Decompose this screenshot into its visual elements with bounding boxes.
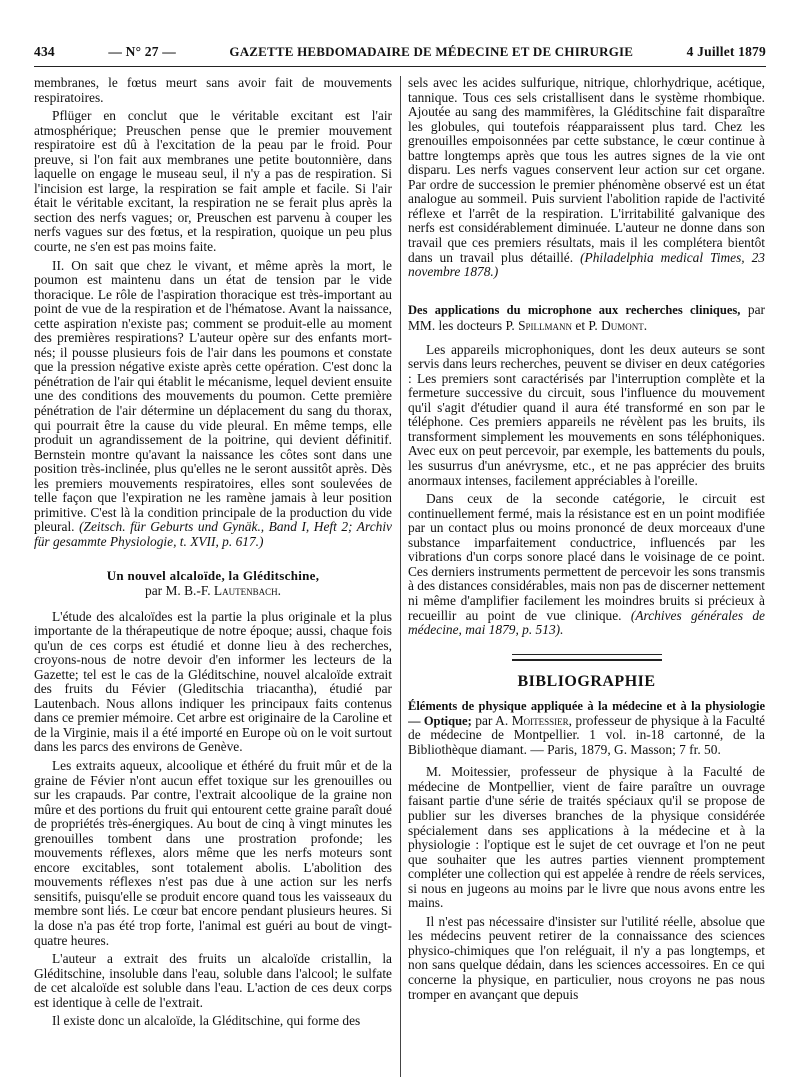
page-number: 434	[34, 44, 55, 59]
column-rule	[400, 76, 401, 1077]
issue-number: — N° 27 —	[108, 44, 176, 59]
paragraph: membranes, le fœtus meurt sans avoir fait de mouvements respiratoires.	[34, 76, 392, 105]
paragraph-text: Dans ceux de la seconde catégorie, le circuit est continuellement fermé, mais la résistance est en un point modifiée par un contact plus ou moins prononcé de deux morceaux d'une substance imparfaitement conductrice, influencés par les vibrations d'un corps sonore placé dans le voisinage de ce point. Ces derniers instruments permettent de percevoir les sons transmis à des distances considérables, mais non pas de discerner nettement ni même d'amplifier facilement les moindres bruits si précieux à recueillir au point de vue clinique.	[408, 491, 765, 623]
paragraph: Il existe donc un alcaloïde, la Gléditschine, qui forme des	[52, 1013, 361, 1029]
paragraph-text: sels avec les acides sulfurique, nitrique, chlorhydrique, acétique, tannique. Tous ces sels cristallisent dans le système rhombique. Ajoutée au sang des mammifères, la Gléditschine fait disparaître les globules, qui toutefois réapparaissent plus tard. Chez les grenouilles empoisonnées par cette substance, le cœur continue à battre longtemps après que tous les autres signes de la vie ont disparu. Les nerfs vagues conservent leur action sur cet organe. Par ordre de succession le premier phénomène observé est un état analogue au sommeil. Puis survient l'abolition rapide de l'activité réflexe et l'arrêt de la respiration. L'irritabilité galvanique des nerfs est considérablement diminuée. L'auteur ne donne dans son travail que ces premiers résultats, mais il les complétera bientôt dans un travail plus détaillé.	[408, 76, 765, 265]
header-rule	[34, 66, 766, 67]
article-byline	[34, 583, 392, 598]
byline-prefix: par M. B.-F.	[145, 582, 214, 598]
right-column	[408, 76, 765, 1081]
paragraph	[408, 492, 765, 637]
article-heading	[34, 568, 392, 598]
paragraph-text: II. On sait que chez le vivant, et même après la mort, le poumon est maintenu dans un état de tension par le vide thoracique. Le rôle de l'aspiration thoracique est très-important au point de vue de la respiration et de l'hématose. Avant la naissance, cette aspiration n'existe pas; comment se produit-elle au moment des premières respirations? L'auteur opère sur des enfants mort-nés; il pousse plusieurs fois de l'air dans les poumons et constate que la pression négative existe après cette opération. C'est donc la pénétration de l'air qui établit le mécanisme, lequel devient ensuite une des conditions des mouvements du poumon. Cette première pénétration de l'air détermine un déplacement du sang du thorax, qui pourrait être la cause du vide pleural. En même temps, elle produit un agrandissement de la poitrine, qui devient définitif. Bernstein montre qu'avant la naissance les côtes sont dans une position très-inclinée, plus qu'elles ne le seront aussitôt après. Dès les premiers mouvements respiratoires, elles sont soulevées de telle façon que l'expiration ne les ramène jamais à leur position primitive. C'est là la condition principale de la production du vide pleural.	[34, 257, 392, 535]
section-separator	[512, 654, 662, 661]
section-title: BIBLIOGRAPHIE	[517, 672, 656, 690]
left-column	[34, 76, 392, 1081]
author-name: Lautenbach.	[213, 582, 281, 598]
article-title: Des applications du microphone aux recherches cliniques,	[408, 302, 741, 317]
paragraph	[408, 76, 765, 280]
byline-prefix: par MM. les docteurs P.	[408, 301, 765, 333]
bibliography-entry	[408, 699, 765, 757]
paragraph: Pflüger en conclut que le véritable excitant est l'air atmosphérique; Preuschen pense que le premier mouvement respiratoire est dû à l'excitation de la peau par le froid. Pour preuve, si l'on fait aux membranes une petite boutonnière, dans laquelle on engage le museau seul, il n'y a pas de respiration. Si l'incision est large, la respiration se fait ample et facile. Si l'air était le véritable excitant, la respiration ne se ferait plus après la section des nerfs vagues; or, Preuschen est parvenu à couper les nerfs vagues sur des fœtus, et la respiration, quoique un peu plus courte, ne s'en est pas moins faite.	[34, 108, 392, 255]
paragraph: L'étude des alcaloïdes est la partie la plus originale et la plus importante de la thérapeutique de notre époque; aussi, chaque fois qu'un de ces corps est étudié et donne lieu à des recherches, croyons-nous de notre devoir d'en informer les lecteurs de la Gazette; tel est le cas de la Gléditschine, nouvel alcaloïde extrait des fruits du Févier (Gleditschia triacantha), étudié par Lautenbach. Nous allons indiquer les principaux faits contenus dans ce premier mémoire. Cet arbre est originaire de la Caroline et de la Virginie, mais il a été importé en Europe où on le voit surtout dans les parcs des environs de Genève.	[34, 608, 392, 755]
paragraph	[34, 259, 392, 550]
article-title: Un nouvel alcaloïde, la Gléditschine,	[106, 567, 320, 583]
journal-title: GAZETTE HEBDOMADAIRE DE MÉDECINE ET DE CHIRURGIE	[229, 44, 634, 59]
byline-joiner: et P.	[572, 317, 602, 333]
paragraph: L'auteur a extrait des fruits un alcaloïde cristallin, la Gléditschine, insoluble dans l'eau, soluble dans l'alcool; le sulfate de cet alcaloïde est soluble dans l'eau. L'action de ces deux corps est identique à celle de l'extrait.	[34, 951, 392, 1010]
author-name: Moitessier	[511, 712, 569, 728]
paragraph: Il n'est pas nécessaire d'insister sur l'utilité réelle, absolue que les médecins peuvent retirer de la connaissance des sciences physico-chimiques que l'on reléguait, il n'y a pas longtemps, et non sans quelque dédain, dans les sciences accessoires. En ce qui concerne la physique, en particulier, nous croyons ne pas nous tromper en avançant que depuis	[408, 913, 765, 1002]
citation: (Zeitsch. für Geburts und Gynäk., Band I, Heft 2; Archiv für gesammte Physiologie, t. XVII, p. 617.)	[34, 519, 392, 549]
byline-prefix: par A.	[471, 712, 512, 728]
author-name: Spillmann	[518, 317, 573, 333]
citation: (Philadelphia medical Times, 23 novembre 1878.)	[408, 249, 765, 280]
publication-details: , professeur de physique à la Faculté de médecine de Montpellier. 1 vol. in-18 cartonné, de la Bibliothèque diamant. — Paris, 1879, G. Masson; 7 fr. 50.	[408, 712, 765, 757]
citation: (Archives générales de médecine, mai 1879, p. 513).	[408, 607, 765, 638]
paragraph: Les appareils microphoniques, dont les deux auteurs se sont servis dans leurs recherches, peuvent se diviser en deux catégories : Les premiers sont caractérisés par l'interruption complète et la fermeture successive du circuit, sous l'influence du mouvement qu'il s'agit d'étudier quand il aura été transformé en son par le téléphone. Ces premiers appareils ne révèlent pas les bruits, ils transforment simplement les mouvements en sons téléphoniques. Avec eux on peut percevoir, par exemple, les battements du pouls, les susurrus d'un anévrysme, etc., et ne pas apprécier des bruits anormaux intenses, facilement appréciables à l'oreille.	[408, 341, 765, 488]
issue-date: 4 Juillet 1879	[686, 44, 766, 59]
article-heading	[408, 302, 765, 333]
book-title: Éléments de physique appliquée à la médecine et à la physiologie — Optique;	[408, 699, 765, 728]
paragraph: Les extraits aqueux, alcoolique et éthéré du fruit mûr et de la graine de Févier n'ont aucun effet toxique sur les grenouilles ou sur les crapauds. Par contre, l'extrait alcoolique de la graine non mûre et des portions du fruit qui entourent cette graine paraît doué de propriétés très-énergiques. Au bout de cinq à vingt minutes les grenouilles tombent dans une prostration profonde; les mouvements réflexes, alors même que les nerfs moteurs sont encore excitables, sont totalement abolis. L'abolition des mouvements réflexes n'est pas due à une action sur les nerfs sensitifs, puisqu'elle se produit encore quand tous les vaisseaux du membre sont liés. Le cœur bat encore pendant plusieurs heures. Si la dose n'a pas été trop forte, l'animal est guéri au bout de vingt-quatre heures.	[34, 757, 392, 948]
paragraph: M. Moitessier, professeur de physique à la Faculté de médecine de Montpellier, vient de faire paraître un ouvrage faisant partie d'une série de traités spéciaux qu'il se propose de publier sur les diverses branches de la physique considérée spécialement dans ses applications à la médecine et à la physiologie : l'optique est le sujet de cet ouvrage et l'on ne peut que souhaiter que les autres parties viennent promptement compléter une collection qui est appelée à rendre de réels services, si nous en jugeons au moins par le livre que nous avons entre les mains.	[408, 764, 765, 911]
author-name: Dumont.	[601, 317, 648, 333]
page-header	[34, 44, 766, 64]
